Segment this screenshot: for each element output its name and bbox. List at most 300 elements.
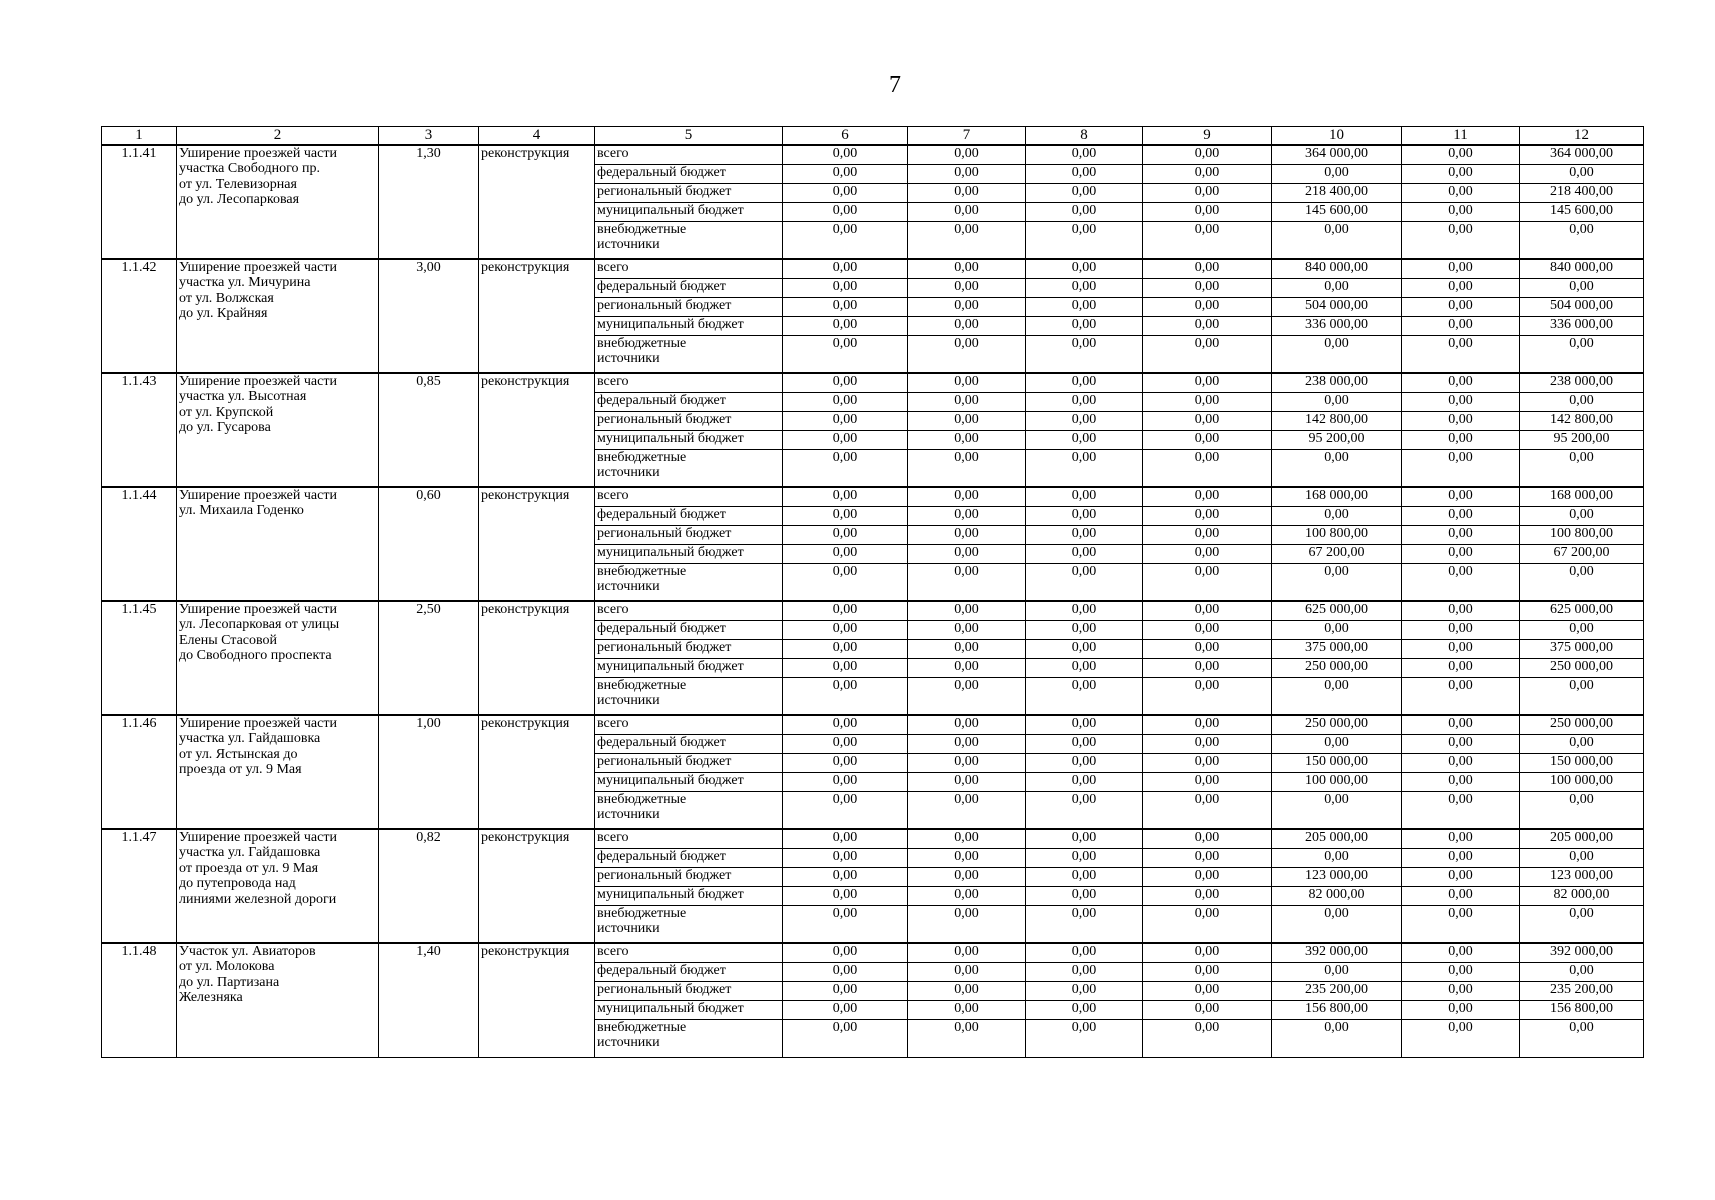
amount-cell: 0,00 [1143,430,1272,449]
amount-cell: 0,00 [1402,639,1520,658]
amount-cell: 0,00 [783,164,908,183]
item-work-type: реконструкция [479,145,595,259]
amount-cell: 0,00 [783,1000,908,1019]
amount-cell: 0,00 [1520,905,1644,943]
amount-cell: 0,00 [783,259,908,278]
item-length: 0,85 [379,373,479,487]
amount-cell: 0,00 [1402,411,1520,430]
item-code: 1.1.48 [102,943,177,1057]
amount-cell: 0,00 [1402,430,1520,449]
amount-cell: 0,00 [1143,525,1272,544]
amount-cell: 100 800,00 [1272,525,1402,544]
amount-cell: 250 000,00 [1520,658,1644,677]
amount-cell: 0,00 [908,183,1026,202]
amount-cell: 0,00 [1026,525,1143,544]
item-work-type: реконструкция [479,943,595,1057]
amount-cell: 0,00 [908,164,1026,183]
amount-cell: 0,00 [1143,848,1272,867]
amount-cell: 0,00 [1143,449,1272,487]
amount-cell: 0,00 [783,620,908,639]
funding-source: всего [595,487,783,506]
amount-cell: 0,00 [908,639,1026,658]
amount-cell: 0,00 [1402,278,1520,297]
funding-source: всего [595,715,783,734]
amount-cell: 0,00 [1520,1019,1644,1057]
table-row [102,259,1644,278]
amount-cell: 235 200,00 [1520,981,1644,1000]
amount-cell: 0,00 [783,449,908,487]
item-description: Уширение проезжей части участка Свободного пр. от ул. Телевизорная до ул. Лесопарковая [177,145,379,259]
amount-cell: 82 000,00 [1520,886,1644,905]
amount-cell: 0,00 [1402,829,1520,848]
funding-source: всего [595,373,783,392]
amount-cell: 168 000,00 [1520,487,1644,506]
amount-cell: 0,00 [1026,506,1143,525]
amount-cell: 0,00 [908,259,1026,278]
amount-cell: 0,00 [783,639,908,658]
amount-cell: 0,00 [1402,563,1520,601]
amount-cell: 205 000,00 [1272,829,1402,848]
amount-cell: 0,00 [1143,620,1272,639]
amount-cell: 0,00 [1402,259,1520,278]
amount-cell: 0,00 [908,715,1026,734]
item-description: Уширение проезжей части участка ул. Мичурина от ул. Волжская до ул. Крайняя [177,259,379,373]
table-row [102,373,1644,392]
amount-cell: 100 000,00 [1520,772,1644,791]
amount-cell: 0,00 [1026,601,1143,620]
amount-cell: 0,00 [1026,639,1143,658]
amount-cell: 0,00 [1143,145,1272,164]
item-work-type: реконструкция [479,601,595,715]
amount-cell: 0,00 [1272,221,1402,259]
funding-source: федеральный бюджет [595,620,783,639]
amount-cell: 0,00 [783,772,908,791]
amount-cell: 0,00 [908,848,1026,867]
amount-cell: 0,00 [908,867,1026,886]
amount-cell: 625 000,00 [1272,601,1402,620]
amount-cell: 0,00 [1143,183,1272,202]
amount-cell: 0,00 [1026,316,1143,335]
amount-cell: 0,00 [908,886,1026,905]
amount-cell: 0,00 [1143,506,1272,525]
amount-cell: 150 000,00 [1520,753,1644,772]
funding-source: муниципальный бюджет [595,772,783,791]
budget-table [101,126,1644,1058]
amount-cell: 0,00 [1143,259,1272,278]
amount-cell: 0,00 [1520,335,1644,373]
amount-cell: 0,00 [1026,487,1143,506]
amount-cell: 123 000,00 [1272,867,1402,886]
amount-cell: 0,00 [1402,202,1520,221]
amount-cell: 0,00 [1402,962,1520,981]
amount-cell: 0,00 [783,658,908,677]
amount-cell: 0,00 [1026,943,1143,962]
amount-cell: 0,00 [1026,202,1143,221]
amount-cell: 0,00 [783,525,908,544]
funding-source: региональный бюджет [595,183,783,202]
amount-cell: 100 000,00 [1272,772,1402,791]
amount-cell: 0,00 [783,753,908,772]
amount-cell: 375 000,00 [1520,639,1644,658]
amount-cell: 0,00 [783,183,908,202]
amount-cell: 0,00 [908,962,1026,981]
amount-cell: 0,00 [908,335,1026,373]
amount-cell: 0,00 [1520,506,1644,525]
funding-source: всего [595,145,783,164]
column-header: 1 [102,127,177,146]
amount-cell: 0,00 [1026,392,1143,411]
amount-cell: 0,00 [1026,791,1143,829]
funding-source: внебюджетные источники [595,335,783,373]
column-header: 5 [595,127,783,146]
amount-cell: 142 800,00 [1272,411,1402,430]
amount-cell: 0,00 [1026,753,1143,772]
amount-cell: 0,00 [908,753,1026,772]
funding-source: муниципальный бюджет [595,202,783,221]
amount-cell: 0,00 [1026,734,1143,753]
item-length: 1,40 [379,943,479,1057]
funding-source: федеральный бюджет [595,962,783,981]
amount-cell: 0,00 [1272,278,1402,297]
amount-cell: 0,00 [783,962,908,981]
amount-cell: 0,00 [1143,886,1272,905]
amount-cell: 0,00 [783,563,908,601]
amount-cell: 0,00 [1026,677,1143,715]
amount-cell: 0,00 [908,772,1026,791]
amount-cell: 0,00 [908,145,1026,164]
amount-cell: 0,00 [1272,962,1402,981]
funding-source: всего [595,943,783,962]
amount-cell: 0,00 [908,1000,1026,1019]
item-work-type: реконструкция [479,715,595,829]
amount-cell: 0,00 [1520,620,1644,639]
amount-cell: 0,00 [1402,183,1520,202]
amount-cell: 0,00 [1026,259,1143,278]
amount-cell: 0,00 [1026,411,1143,430]
amount-cell: 0,00 [783,145,908,164]
amount-cell: 0,00 [1402,791,1520,829]
amount-cell: 0,00 [908,373,1026,392]
amount-cell: 0,00 [1143,772,1272,791]
amount-cell: 0,00 [1272,905,1402,943]
amount-cell: 0,00 [783,867,908,886]
amount-cell: 364 000,00 [1520,145,1644,164]
amount-cell: 392 000,00 [1520,943,1644,962]
funding-source: федеральный бюджет [595,734,783,753]
amount-cell: 0,00 [783,829,908,848]
funding-source: муниципальный бюджет [595,316,783,335]
amount-cell: 0,00 [783,335,908,373]
amount-cell: 0,00 [783,791,908,829]
amount-cell: 205 000,00 [1520,829,1644,848]
amount-cell: 0,00 [783,677,908,715]
amount-cell: 156 800,00 [1272,1000,1402,1019]
table-row [102,943,1644,962]
funding-source: внебюджетные источники [595,677,783,715]
column-header: 7 [908,127,1026,146]
amount-cell: 0,00 [908,563,1026,601]
amount-cell: 0,00 [1143,1000,1272,1019]
amount-cell: 0,00 [1026,221,1143,259]
funding-source: региональный бюджет [595,867,783,886]
header-row [102,127,1644,146]
amount-cell: 250 000,00 [1272,715,1402,734]
amount-cell: 0,00 [1143,392,1272,411]
amount-cell: 364 000,00 [1272,145,1402,164]
funding-source: внебюджетные источники [595,221,783,259]
amount-cell: 0,00 [908,525,1026,544]
amount-cell: 0,00 [1143,639,1272,658]
column-header: 11 [1402,127,1520,146]
amount-cell: 0,00 [1520,278,1644,297]
item-work-type: реконструкция [479,373,595,487]
amount-cell: 0,00 [1026,658,1143,677]
amount-cell: 0,00 [1026,715,1143,734]
amount-cell: 0,00 [1520,164,1644,183]
amount-cell: 95 200,00 [1272,430,1402,449]
amount-cell: 0,00 [1272,677,1402,715]
amount-cell: 0,00 [1143,734,1272,753]
table-row [102,715,1644,734]
amount-cell: 0,00 [1026,905,1143,943]
amount-cell: 0,00 [783,316,908,335]
amount-cell: 0,00 [1143,981,1272,1000]
amount-cell: 0,00 [783,715,908,734]
item-work-type: реконструкция [479,829,595,943]
funding-source: всего [595,829,783,848]
amount-cell: 0,00 [908,202,1026,221]
amount-cell: 0,00 [1143,943,1272,962]
amount-cell: 336 000,00 [1272,316,1402,335]
amount-cell: 504 000,00 [1272,297,1402,316]
amount-cell: 238 000,00 [1520,373,1644,392]
funding-source: внебюджетные источники [595,449,783,487]
amount-cell: 0,00 [783,1019,908,1057]
amount-cell: 123 000,00 [1520,867,1644,886]
amount-cell: 0,00 [783,905,908,943]
table-row [102,601,1644,620]
amount-cell: 0,00 [1402,867,1520,886]
amount-cell: 0,00 [1026,563,1143,601]
amount-cell: 0,00 [1026,278,1143,297]
column-header: 10 [1272,127,1402,146]
amount-cell: 0,00 [1402,221,1520,259]
funding-source: внебюджетные источники [595,1019,783,1057]
amount-cell: 0,00 [1520,392,1644,411]
amount-cell: 0,00 [783,943,908,962]
amount-cell: 95 200,00 [1520,430,1644,449]
amount-cell: 238 000,00 [1272,373,1402,392]
column-header: 2 [177,127,379,146]
amount-cell: 0,00 [1520,563,1644,601]
funding-source: федеральный бюджет [595,392,783,411]
amount-cell: 0,00 [1272,392,1402,411]
amount-cell: 0,00 [1402,848,1520,867]
amount-cell: 0,00 [1272,791,1402,829]
amount-cell: 67 200,00 [1272,544,1402,563]
amount-cell: 0,00 [1402,772,1520,791]
amount-cell: 0,00 [908,316,1026,335]
amount-cell: 0,00 [908,449,1026,487]
amount-cell: 0,00 [1272,563,1402,601]
amount-cell: 0,00 [1402,715,1520,734]
amount-cell: 0,00 [1143,202,1272,221]
funding-source: муниципальный бюджет [595,886,783,905]
amount-cell: 840 000,00 [1520,259,1644,278]
table-row [102,829,1644,848]
amount-cell: 0,00 [783,392,908,411]
amount-cell: 0,00 [1143,316,1272,335]
funding-source: внебюджетные источники [595,905,783,943]
table-row [102,487,1644,506]
item-description: Уширение проезжей части ул. Михаила Годенко [177,487,379,601]
amount-cell: 0,00 [783,506,908,525]
amount-cell: 0,00 [908,1019,1026,1057]
amount-cell: 0,00 [783,221,908,259]
amount-cell: 0,00 [908,943,1026,962]
amount-cell: 0,00 [1272,620,1402,639]
item-code: 1.1.41 [102,145,177,259]
amount-cell: 0,00 [1143,753,1272,772]
amount-cell: 0,00 [1026,373,1143,392]
amount-cell: 0,00 [1143,544,1272,563]
funding-source: внебюджетные источники [595,563,783,601]
amount-cell: 82 000,00 [1272,886,1402,905]
amount-cell: 0,00 [783,601,908,620]
amount-cell: 0,00 [908,221,1026,259]
item-code: 1.1.44 [102,487,177,601]
amount-cell: 0,00 [1143,867,1272,886]
amount-cell: 0,00 [1520,734,1644,753]
amount-cell: 218 400,00 [1272,183,1402,202]
item-description: Участок ул. Авиаторов от ул. Молокова до ул. Партизана Железняка [177,943,379,1057]
amount-cell: 375 000,00 [1272,639,1402,658]
amount-cell: 0,00 [1402,658,1520,677]
amount-cell: 0,00 [908,487,1026,506]
funding-source: федеральный бюджет [595,506,783,525]
amount-cell: 0,00 [1143,487,1272,506]
funding-source: муниципальный бюджет [595,1000,783,1019]
amount-cell: 0,00 [908,297,1026,316]
table-body [102,145,1644,1057]
item-work-type: реконструкция [479,259,595,373]
amount-cell: 0,00 [1402,316,1520,335]
amount-cell: 0,00 [1143,563,1272,601]
item-description: Уширение проезжей части участка ул. Гайдашовка от проезда от ул. 9 Мая до путепровода над линиями железной дороги [177,829,379,943]
amount-cell: 0,00 [783,734,908,753]
column-header: 9 [1143,127,1272,146]
item-length: 1,30 [379,145,479,259]
amount-cell: 168 000,00 [1272,487,1402,506]
funding-source: всего [595,601,783,620]
amount-cell: 0,00 [783,297,908,316]
amount-cell: 0,00 [1143,905,1272,943]
funding-source: муниципальный бюджет [595,544,783,563]
amount-cell: 0,00 [1402,905,1520,943]
amount-cell: 0,00 [1402,449,1520,487]
amount-cell: 0,00 [1026,430,1143,449]
amount-cell: 0,00 [1402,601,1520,620]
amount-cell: 250 000,00 [1272,658,1402,677]
amount-cell: 0,00 [908,506,1026,525]
item-length: 1,00 [379,715,479,829]
page-number: 7 [889,72,901,98]
amount-cell: 840 000,00 [1272,259,1402,278]
amount-cell: 0,00 [1143,278,1272,297]
amount-cell: 0,00 [908,791,1026,829]
item-work-type: реконструкция [479,487,595,601]
funding-source: региональный бюджет [595,981,783,1000]
funding-source: региональный бюджет [595,753,783,772]
funding-source: региональный бюджет [595,297,783,316]
amount-cell: 0,00 [1402,506,1520,525]
amount-cell: 0,00 [1402,145,1520,164]
amount-cell: 100 800,00 [1520,525,1644,544]
amount-cell: 0,00 [783,278,908,297]
amount-cell: 0,00 [1143,658,1272,677]
amount-cell: 142 800,00 [1520,411,1644,430]
amount-cell: 0,00 [1520,677,1644,715]
amount-cell: 0,00 [1026,449,1143,487]
amount-cell: 250 000,00 [1520,715,1644,734]
amount-cell: 0,00 [1026,981,1143,1000]
amount-cell: 504 000,00 [1520,297,1644,316]
amount-cell: 0,00 [1143,164,1272,183]
amount-cell: 0,00 [1143,715,1272,734]
amount-cell: 0,00 [1402,943,1520,962]
amount-cell: 235 200,00 [1272,981,1402,1000]
amount-cell: 0,00 [1143,335,1272,373]
amount-cell: 392 000,00 [1272,943,1402,962]
amount-cell: 0,00 [1143,962,1272,981]
amount-cell: 0,00 [1520,449,1644,487]
column-header: 8 [1026,127,1143,146]
amount-cell: 0,00 [1402,373,1520,392]
amount-cell: 0,00 [1402,297,1520,316]
amount-cell: 0,00 [1520,962,1644,981]
amount-cell: 0,00 [783,202,908,221]
amount-cell: 0,00 [1272,1019,1402,1057]
amount-cell: 0,00 [1520,848,1644,867]
amount-cell: 0,00 [1402,392,1520,411]
amount-cell: 0,00 [1272,848,1402,867]
amount-cell: 0,00 [1272,335,1402,373]
amount-cell: 0,00 [908,905,1026,943]
item-description: Уширение проезжей части участка ул. Гайдашовка от ул. Ястынская до проезда от ул. 9 Мая [177,715,379,829]
amount-cell: 0,00 [1143,1019,1272,1057]
amount-cell: 0,00 [1026,164,1143,183]
amount-cell: 0,00 [783,487,908,506]
amount-cell: 0,00 [1272,164,1402,183]
item-length: 0,82 [379,829,479,943]
item-code: 1.1.47 [102,829,177,943]
amount-cell: 625 000,00 [1520,601,1644,620]
amount-cell: 0,00 [1402,981,1520,1000]
amount-cell: 150 000,00 [1272,753,1402,772]
amount-cell: 0,00 [1402,677,1520,715]
amount-cell: 0,00 [1026,829,1143,848]
item-code: 1.1.46 [102,715,177,829]
amount-cell: 0,00 [1026,772,1143,791]
amount-cell: 0,00 [1026,848,1143,867]
amount-cell: 0,00 [1026,962,1143,981]
amount-cell: 0,00 [783,886,908,905]
column-header: 3 [379,127,479,146]
item-code: 1.1.43 [102,373,177,487]
amount-cell: 0,00 [908,658,1026,677]
amount-cell: 0,00 [1026,886,1143,905]
amount-cell: 0,00 [908,981,1026,1000]
